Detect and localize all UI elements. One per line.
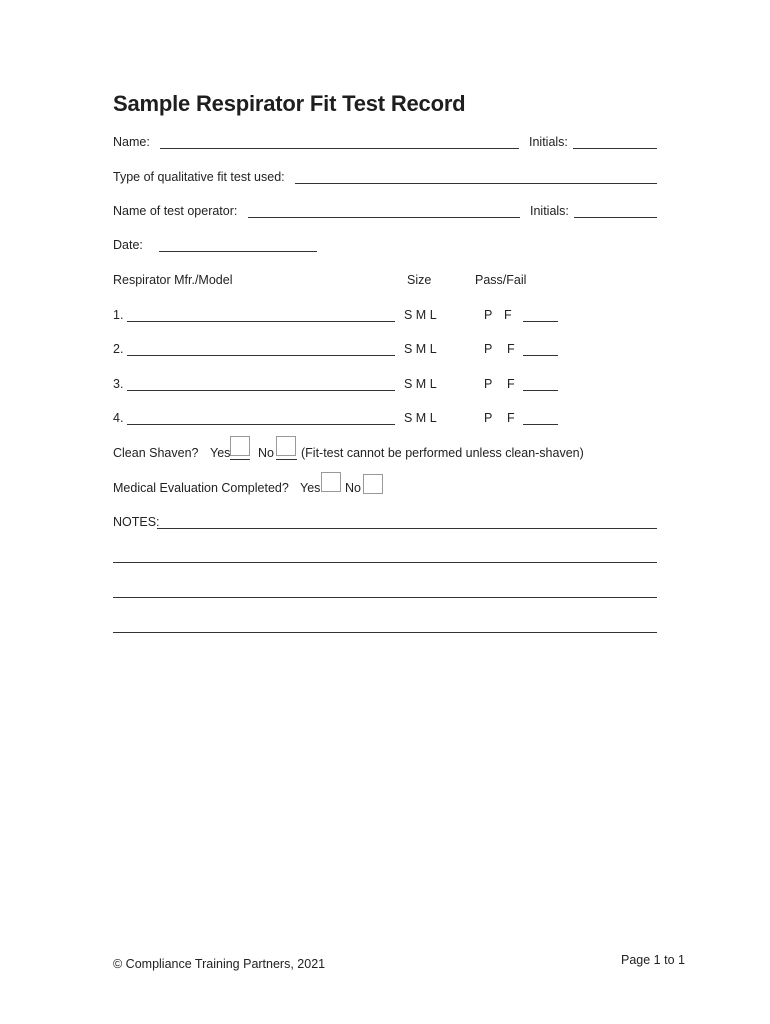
- name-field-line[interactable]: [160, 148, 519, 149]
- size-options[interactable]: S M L: [404, 377, 437, 391]
- notes-line[interactable]: [157, 528, 657, 529]
- result-field-line[interactable]: [523, 355, 558, 356]
- notes-line[interactable]: [113, 632, 657, 633]
- fail-option[interactable]: F: [504, 308, 512, 322]
- operator-field-line[interactable]: [248, 217, 520, 218]
- pass-option[interactable]: P: [484, 377, 493, 391]
- clean-shaven-no-checkbox[interactable]: [276, 436, 296, 456]
- row-number: 3.: [113, 377, 124, 391]
- row-number: 2.: [113, 342, 124, 356]
- model-field-line[interactable]: [127, 424, 395, 425]
- operator-label: Name of test operator:: [113, 204, 238, 218]
- clean-shaven-note: (Fit-test cannot be performed unless clean-shaven): [301, 446, 584, 460]
- clean-shaven-yes-checkbox[interactable]: [230, 436, 250, 456]
- medical-evaluation-label: Medical Evaluation Completed?: [113, 481, 289, 495]
- name-label: Name:: [113, 135, 150, 149]
- result-field-line[interactable]: [523, 424, 558, 425]
- pass-option[interactable]: P: [484, 411, 493, 425]
- result-field-line[interactable]: [523, 390, 558, 391]
- medical-no-checkbox[interactable]: [363, 474, 383, 494]
- operator-initials-label: Initials:: [530, 204, 569, 218]
- model-column-header: Respirator Mfr./Model: [113, 273, 233, 287]
- initials-label: Initials:: [529, 135, 568, 149]
- clean-shaven-label: Clean Shaven?: [113, 446, 199, 460]
- notes-label: NOTES:: [113, 515, 160, 529]
- clean-shaven-yes-label: Yes: [210, 446, 231, 460]
- row-number: 4.: [113, 411, 124, 425]
- pass-option[interactable]: P: [484, 308, 493, 322]
- footer-copyright: © Compliance Training Partners, 2021: [113, 957, 326, 971]
- clean-shaven-no-line: [276, 459, 297, 460]
- pass-option[interactable]: P: [484, 342, 493, 356]
- initials-field-line[interactable]: [573, 148, 657, 149]
- row-number: 1.: [113, 308, 124, 322]
- notes-line[interactable]: [113, 562, 657, 563]
- size-options[interactable]: S M L: [404, 411, 437, 425]
- operator-initials-field-line[interactable]: [574, 217, 657, 218]
- size-options[interactable]: S M L: [404, 308, 437, 322]
- date-label: Date:: [113, 238, 143, 252]
- test-type-label: Type of qualitative fit test used:: [113, 170, 285, 184]
- model-field-line[interactable]: [127, 321, 395, 322]
- size-column-header: Size: [407, 273, 432, 287]
- clean-shaven-yes-line: [230, 459, 250, 460]
- size-options[interactable]: S M L: [404, 342, 437, 356]
- fail-option[interactable]: F: [507, 377, 515, 391]
- pass-fail-column-header: Pass/Fail: [475, 273, 527, 287]
- medical-yes-checkbox[interactable]: [321, 472, 341, 492]
- model-field-line[interactable]: [127, 390, 395, 391]
- test-type-field-line[interactable]: [295, 183, 657, 184]
- fail-option[interactable]: F: [507, 411, 515, 425]
- result-field-line[interactable]: [523, 321, 558, 322]
- date-field-line[interactable]: [159, 251, 317, 252]
- footer-page-number: Page 1 to 1: [621, 953, 685, 967]
- model-field-line[interactable]: [127, 355, 395, 356]
- medical-yes-label: Yes: [300, 481, 321, 495]
- clean-shaven-no-label: No: [258, 446, 274, 460]
- page-title: Sample Respirator Fit Test Record: [113, 91, 466, 116]
- notes-line[interactable]: [113, 597, 657, 598]
- fail-option[interactable]: F: [507, 342, 515, 356]
- medical-no-label: No: [345, 481, 361, 495]
